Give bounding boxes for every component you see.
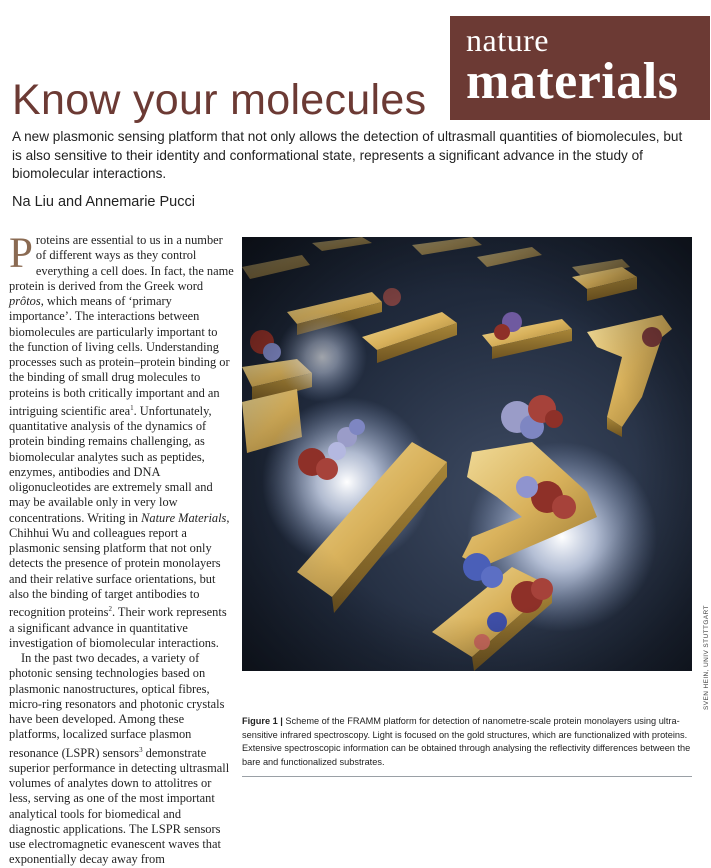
- caption-rule: [242, 776, 692, 777]
- logo-word-nature: nature: [466, 22, 549, 58]
- figure-caption: [242, 715, 697, 769]
- caption-text: Scheme of the FRAMM platform for detection of nanometre-scale protein monolayers using ultra-sensitive infrared spectroscopy. Light is focused on the gold structures, which are functionalized with proteins. Extensive spectroscopic information can be obtained through analysing the reflectivity differences between the bare and functionalized substrates.: [242, 716, 691, 767]
- body-column: [9, 230, 235, 867]
- nanostructure-scene: [242, 237, 692, 671]
- article-title: Know your molecules: [12, 76, 427, 124]
- journal-logo: [450, 16, 710, 120]
- body-paragraph-2: In the past two decades, a variety of photonic sensing technologies based on plasmonic nanostructures, optical fibres, micro-ring resonators and photonic crystals have been developed. Among these platforms, localized surface plasmon resonance (LSPR) sensors$^3$ demonstrate superior performance in detecting ultrasmall volumes of analytes down to attolitres or less, serving as one of the most important analytical tools for biomedical and diagnostic applications. The LSPR sensors use electromagnetic evanescent waves that exponentially decay away from: [9, 651, 230, 867]
- drop-cap: P: [9, 230, 33, 277]
- figure-1-illustration: [242, 237, 692, 671]
- article-standfirst: A new plasmonic sensing platform that not only allows the detection of ultrasmall quantities of biomolecules, but is also sensitive to their identity and conformational state, represents a significant advance in the study of biomolecular interactions.: [12, 129, 683, 181]
- body-paragraph-1: roteins are essential to us in a number of different ways as they control everything a cell does. In fact, the name protein is derived from the Greek word prôtos, which means of ‘primary importance’. The interactions between biomolecules are particularly important to the function of living cells. Understanding processes such as protein–protein binding or the binding of small drug molecules to proteins is both critically important and an intriguing scientific area$^1$. Unfortunately, quantitative analysis of the dynamics of protein binding remains challenging, as biomolecular analytes such as peptides, enzymes, antibodies and DNA oligonucleotides are extremely small and may be available only in very low concentrations. Writing in Nature Materials, Chihhui Wu and colleagues report a plasmonic sensing platform that not only detects the presence of protein monolayers and their relative surface orientations, but also the binding of target antibodies to recognition proteins$^2$. Their work represents a significant advance in quantitative investigation of biomolecular interactions.: [9, 233, 234, 650]
- caption-label: Figure 1 |: [242, 716, 283, 726]
- image-credit: SVEN HEIN, UNIV STUTTGART: [703, 605, 710, 710]
- logo-word-materials: materials: [466, 53, 679, 110]
- article-authors: Na Liu and Annemarie Pucci: [12, 194, 195, 210]
